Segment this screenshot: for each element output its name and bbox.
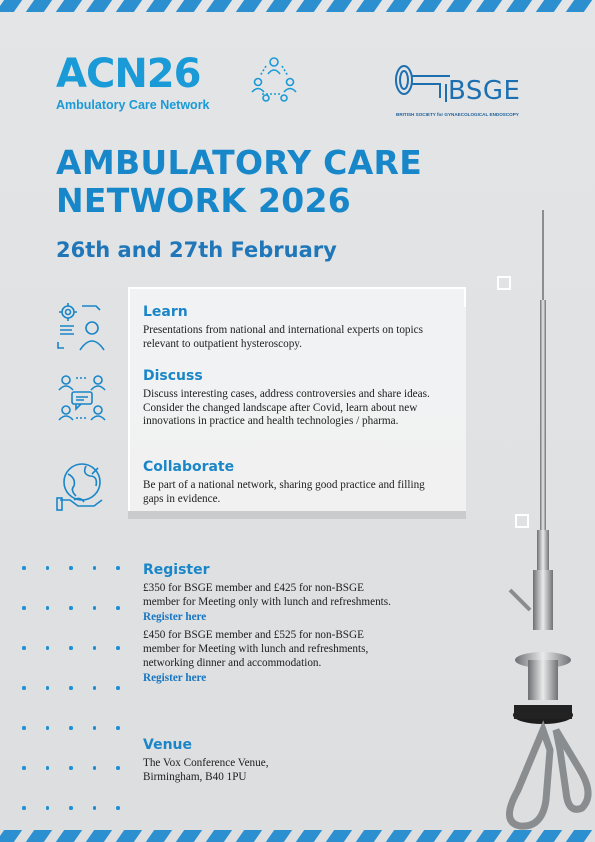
register-option-2: £450 for BSGE member and £525 for non-BSGE member for Meeting with lunch and refreshments, networking dinner and accommodation. xyxy=(143,629,369,669)
stripe-segment xyxy=(416,830,442,842)
register-section xyxy=(143,562,393,690)
stripe-segment xyxy=(476,0,502,12)
dot xyxy=(46,646,50,650)
dot xyxy=(116,726,120,730)
bsge-logo-text: BSGE xyxy=(448,76,521,106)
dot xyxy=(22,566,26,570)
stripe-segment xyxy=(386,0,412,12)
stripe-segment xyxy=(26,830,52,842)
globe-handshake-icon xyxy=(56,460,108,512)
dot xyxy=(69,606,73,610)
stripe-segment xyxy=(446,0,472,12)
stripe-segment xyxy=(236,0,262,12)
dot xyxy=(93,806,97,810)
stripe-segment xyxy=(146,830,172,842)
dot xyxy=(46,726,50,730)
stripe-segment xyxy=(266,0,292,12)
section-discuss-body: Discuss interesting cases, address controversies and share ideas. Consider the changed landscape after Covid, learn about new innovations in practice and health technologies / pharma. xyxy=(143,388,430,428)
section-collaborate-title: Collaborate xyxy=(143,459,235,475)
section-learn-body: Presentations from national and international experts on topics relevant to outpatient hysteroscopy. xyxy=(143,324,423,350)
stripe-segment xyxy=(0,0,22,12)
dot xyxy=(69,646,73,650)
event-title-line1: AMBULATORY CARE xyxy=(56,143,423,182)
venue-title: Venue xyxy=(143,737,192,753)
stripe-segment xyxy=(296,0,322,12)
dot xyxy=(93,766,97,770)
dot xyxy=(22,806,26,810)
dot-row xyxy=(22,566,140,570)
decorative-square xyxy=(497,276,511,290)
stripe-segment xyxy=(506,0,532,12)
stripe-segment xyxy=(206,0,232,12)
top-stripe-border xyxy=(0,0,595,12)
dot xyxy=(46,766,50,770)
dot xyxy=(69,726,73,730)
bsge-logo xyxy=(390,58,550,124)
dot xyxy=(93,606,97,610)
dot-row xyxy=(22,606,140,610)
register-option-1: £350 for BSGE member and £425 for non-BSGE member for Meeting only with lunch and refreshments. xyxy=(143,582,391,608)
stripe-segment xyxy=(266,830,292,842)
dot xyxy=(69,566,73,570)
dot xyxy=(46,806,50,810)
dot xyxy=(22,646,26,650)
stripe-segment xyxy=(56,0,82,12)
section-collaborate-body: Be part of a national network, sharing good practice and filling gaps in evidence. xyxy=(143,479,425,505)
dot xyxy=(22,686,26,690)
bottom-stripe-border xyxy=(0,830,595,842)
hysteroscope-logo-icon xyxy=(390,58,452,110)
dot xyxy=(93,686,97,690)
stripe-segment xyxy=(536,0,562,12)
register-link-1[interactable]: Register here xyxy=(143,611,207,624)
register-link-2[interactable]: Register here xyxy=(143,672,207,685)
bsge-tagline: BRITISH SOCIETY for GYNAECOLOGICAL ENDOSCOPY xyxy=(396,112,519,117)
dot xyxy=(22,606,26,610)
section-learn xyxy=(143,304,443,351)
stripe-segment xyxy=(326,830,352,842)
dot-row xyxy=(22,766,140,770)
stripe-segment xyxy=(446,830,472,842)
event-title-line2: NETWORK 2026 xyxy=(56,181,352,221)
stripe-segment xyxy=(116,0,142,12)
network-people-icon xyxy=(244,52,304,108)
dot-row xyxy=(22,686,140,690)
event-title xyxy=(56,144,422,221)
dot xyxy=(93,726,97,730)
dot xyxy=(116,606,120,610)
gear-person-icon xyxy=(56,300,108,352)
venue-line-1: The Vox Conference Venue, xyxy=(143,757,269,769)
stripe-segment xyxy=(0,830,22,842)
dot xyxy=(116,686,120,690)
dot xyxy=(93,646,97,650)
acn26-logo xyxy=(56,51,210,112)
stripe-segment xyxy=(26,0,52,12)
stripe-segment xyxy=(206,830,232,842)
dot xyxy=(46,566,50,570)
stripe-segment xyxy=(506,830,532,842)
stripe-segment xyxy=(236,830,262,842)
stripe-segment xyxy=(356,830,382,842)
dot xyxy=(69,806,73,810)
stripe-segment xyxy=(56,830,82,842)
stripe-segment xyxy=(86,0,112,12)
stripe-segment xyxy=(416,0,442,12)
acn26-subtitle: Ambulatory Care Network xyxy=(56,98,210,112)
dot xyxy=(116,806,120,810)
dot xyxy=(116,646,120,650)
section-discuss-title: Discuss xyxy=(143,368,203,384)
stripe-segment xyxy=(296,830,322,842)
stripe-segment xyxy=(116,830,142,842)
dot-row xyxy=(22,646,140,650)
decorative-square xyxy=(515,514,529,528)
venue-line-2: Birmingham, B40 1PU xyxy=(143,770,247,783)
venue-section xyxy=(143,737,393,784)
stripe-segment xyxy=(146,0,172,12)
section-collaborate xyxy=(143,459,443,506)
dot xyxy=(93,566,97,570)
stripe-segment xyxy=(86,830,112,842)
dot xyxy=(116,766,120,770)
section-learn-title: Learn xyxy=(143,304,188,320)
stripe-segment xyxy=(176,830,202,842)
acn26-logo-text: ACN26 xyxy=(56,51,201,97)
stripe-segment xyxy=(326,0,352,12)
stripe-segment xyxy=(536,830,562,842)
discussion-group-icon xyxy=(56,372,108,424)
stripe-segment xyxy=(356,0,382,12)
stripe-segment xyxy=(386,830,412,842)
register-title: Register xyxy=(143,562,210,578)
dot xyxy=(69,686,73,690)
dot xyxy=(46,686,50,690)
event-dates: 26th and 27th February xyxy=(56,238,337,262)
dot xyxy=(69,766,73,770)
dot-row xyxy=(22,806,140,810)
stripe-segment xyxy=(566,830,592,842)
dot xyxy=(22,766,26,770)
stripe-segment xyxy=(566,0,592,12)
dot-row xyxy=(22,726,140,730)
hysteroscope-image xyxy=(470,210,595,842)
section-discuss xyxy=(143,368,443,429)
stripe-segment xyxy=(176,0,202,12)
stripe-segment xyxy=(476,830,502,842)
dot xyxy=(46,606,50,610)
dot xyxy=(22,726,26,730)
dot xyxy=(116,566,120,570)
